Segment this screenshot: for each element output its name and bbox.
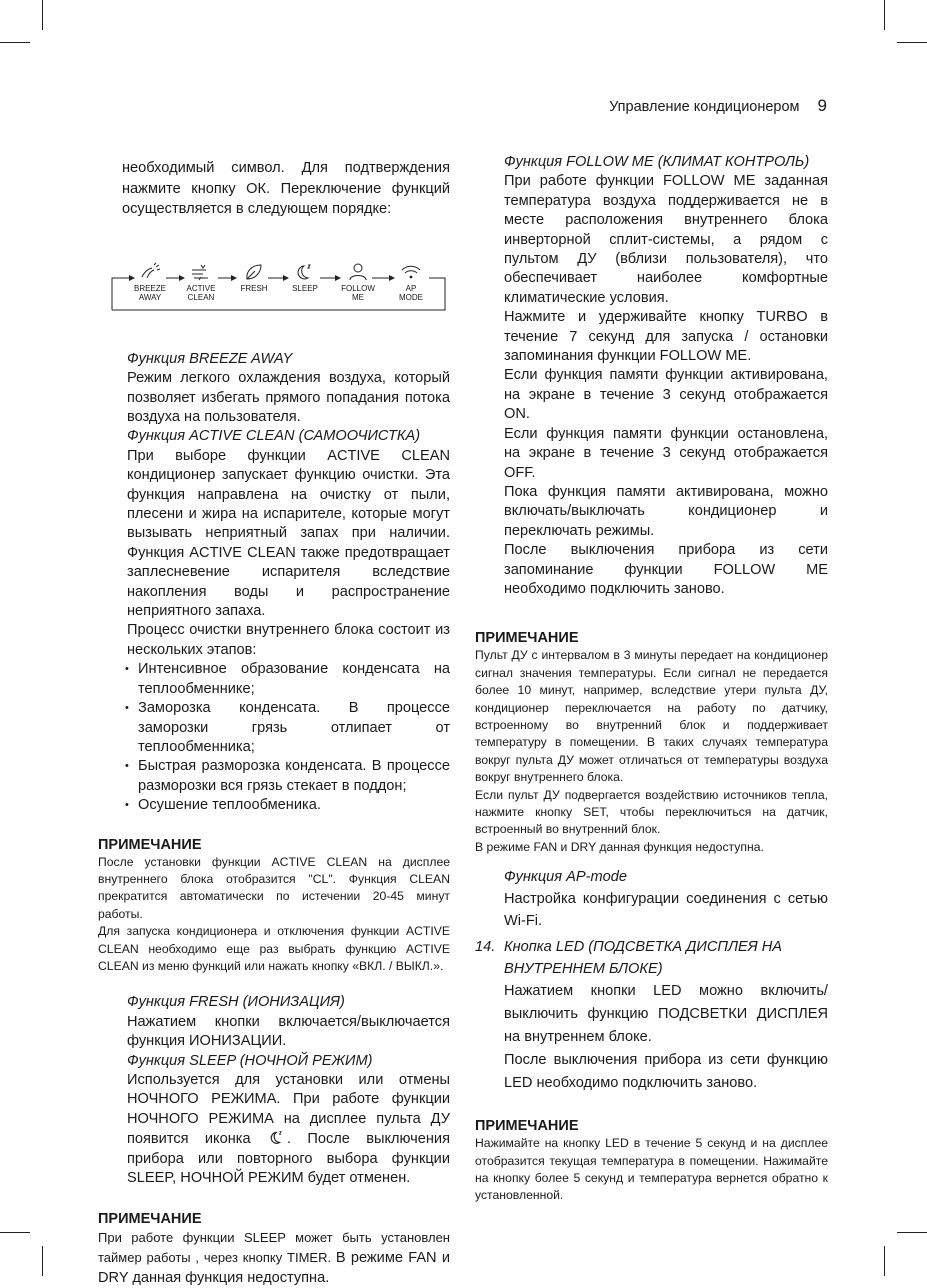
note-text: В режиме FAN и DRY данная функция недоступна. <box>475 839 764 854</box>
ap-mode-title: Функция AP-mode <box>504 869 627 886</box>
sleep-moon-icon <box>267 1129 287 1146</box>
crop-mark <box>884 0 885 30</box>
list-item: • Осушение теплообменика. <box>127 796 450 815</box>
crop-mark <box>0 42 30 43</box>
note-title: ПРИМЕЧАНИЕ <box>98 836 202 853</box>
crop-mark <box>0 1232 30 1233</box>
breeze-away-title: Функция BREEZE AWAY <box>127 350 293 367</box>
fresh-title: Функция FRESH (ИОНИЗАЦИЯ) <box>127 994 345 1011</box>
function-label: FOLLOW ME <box>341 283 375 303</box>
function-label: FRESH <box>240 283 268 293</box>
active-clean-title: Функция ACTIVE CLEAN (САМООЧИСТКА) <box>127 428 421 445</box>
wifi-icon <box>399 262 423 282</box>
note-text: Для запуска кондиционера и отключения функции ACTIVE CLEAN необходимо еще раз выбрать функцию ACTIVE CLEAN из меню функций или нажать кнопку «ВКЛ. / ВЫКЛ.». <box>98 924 450 973</box>
note-text: Пульт ДУ с интервалом в 3 минуты передает на кондиционер сигнал значения температуры. Если сигнал не передается более 10 минут, например, вследствие утери пульта ДУ, кондиционер переключается на работу по датчику, встроенному во внутренний блок и поддерживает температуру в помещении. В таких случаях температура вокруг пульта ДУ может отличаться от температуры воздуха вокруг внутреннего блока. <box>475 648 828 785</box>
crop-mark <box>42 0 43 30</box>
sleep-title: Функция SLEEP (НОЧНОЙ РЕЖИМ) <box>127 1052 373 1069</box>
breeze-away-text: Режим легкого охлаждения воздуха, который позволяет избегать прямого попадания потока воздуха на пользователя. <box>127 370 450 425</box>
function-sequence-diagram <box>110 258 447 320</box>
note-text: При работе функции SLEEP может быть установлен таймер работы , через кнопку TIMER. В режиме FAN и DRY данная функция недоступна. <box>98 1230 450 1287</box>
clean-stages-list <box>98 660 450 815</box>
intro-text: необходимый символ. Для подтверждения нажмите кнопку ОК. Переключение функций осуществляется в следующем порядке: <box>122 160 450 218</box>
clean-stages-text: Процесс очистки внутреннего блока состоит из нескольких этапов: <box>127 622 450 658</box>
list-item: • Быстрая разморозка конденсата. В процессе разморозки вся грязь стекает в поддон; <box>127 757 450 796</box>
page-header <box>609 96 827 116</box>
follow-me-title: Функция FOLLOW ME (КЛИМАТ КОНТРОЛЬ) <box>504 154 810 170</box>
breeze-away-icon <box>138 262 162 282</box>
led-text: Нажатием кнопки LED можно включить/выключить функцию ПОДСВЕТКИ ДИСПЛЕЯ на внутреннем блоке. <box>504 983 828 1046</box>
function-label: BREEZE AWAY <box>133 283 166 303</box>
follow-me-person-icon <box>346 262 370 282</box>
led-section-heading <box>475 936 828 980</box>
left-column <box>98 158 450 1288</box>
note-text: Нажимайте на кнопку LED в течение 5 секунд и на дисплее отобразится текущая температура в помещении. Нажимайте на кнопку более 5 секунд и температура вернется обратно к установленной. <box>475 1136 828 1203</box>
right-column <box>475 153 828 1205</box>
led-text: После выключения прибора из сети функцию LED необходимо подключить заново. <box>504 1052 828 1092</box>
follow-me-text: При работе функции FOLLOW ME заданная температура воздуха поддерживается не в месте расположения внутреннего блока инверторной сплит-системы, а рядом с пультом ДУ (вблизи пользователя), что обеспечивает наиболее комфортные климатические условия. <box>504 173 828 306</box>
note-text: После установки функции ACTIVE CLEAN на дисплее внутреннего блока отобразится "CL". Функция CLEAN прекратится автоматически по истечении 20-45 минут работы. <box>98 854 450 921</box>
follow-me-text: После выключения прибора из сети запоминание функции FOLLOW ME необходимо подключить заново. <box>504 542 828 597</box>
list-item: • Интенсивное образование конденсата на теплообменнике; <box>127 660 450 699</box>
follow-me-text: Нажмите и удерживайте кнопку TURBO в течение 7 секунд для запуска / остановки запоминания функции FOLLOW ME. <box>504 309 828 365</box>
crop-mark <box>897 42 927 43</box>
follow-me-text: Если функция памяти функции активирована, на экране в течение 3 секунд отображается ON. <box>504 367 828 423</box>
note-text: Если пульт ДУ подвергается воздействию источников тепла, нажмите кнопку SET, чтобы переключиться на датчик, встроенный во внутренний блок. <box>475 787 828 837</box>
note-title: ПРИМЕЧАНИЕ <box>475 630 579 647</box>
fresh-text: Нажатием кнопки включается/выключается функция ИОНИЗАЦИИ. <box>127 1013 450 1050</box>
header-title: Управление кондиционером <box>609 99 800 115</box>
sleep-text: Используется для установки или отмены НОЧНОГО РЕЖИМА. При работе функции НОЧНОГО РЕЖИМА на дисплее пульта ДУ появится иконка . После выключения прибора или повторного выбора функции SLEEP, НОЧНОЙ РЕЖИМ будет отменен. <box>127 1072 450 1187</box>
fresh-leaf-icon <box>242 262 266 282</box>
sleep-moon-icon <box>293 262 317 282</box>
section-number: 14. <box>475 939 496 956</box>
list-item: • Заморозка конденсата. В процессе заморозки грязь отлипает от теплообменника; <box>127 699 450 757</box>
function-label: SLEEP <box>292 283 318 293</box>
led-title: Кнопка LED (ПОДСВЕТКА ДИСПЛЕЯ НА ВНУТРЕННЕМ БЛОКЕ) <box>504 939 783 978</box>
crop-mark <box>42 1246 43 1276</box>
active-clean-text: При выборе функции ACTIVE CLEAN кондиционер запускает функцию очистки. Эта функция направлена на очистку от пыли, плесени и жира на испарителе, которые могут вызывать неприятный запах при наличии. Функция ACTIVE CLEAN также предотвращает заплесневение испарителя вследствие накопления воды и распространение неприятного запаха. <box>127 447 450 620</box>
crop-mark <box>897 1232 927 1233</box>
active-clean-icon <box>189 262 213 282</box>
note-title: ПРИМЕЧАНИЕ <box>98 1211 202 1228</box>
follow-me-text: Пока функция памяти активирована, можно включать/выключать кондиционер и переключать режимы. <box>504 483 828 539</box>
follow-me-text: Если функция памяти функции остановлена, на экране в течение 3 секунд отображается OFF. <box>504 425 828 481</box>
note-title: ПРИМЕЧАНИЕ <box>475 1118 579 1135</box>
function-label: AP MODE <box>399 283 423 303</box>
crop-mark <box>884 1246 885 1276</box>
page-number: 9 <box>817 96 827 115</box>
function-label: ACTIVE CLEAN <box>186 283 216 303</box>
ap-mode-text: Настройка конфигурации соединения с сетью Wi-Fi. <box>504 891 828 930</box>
